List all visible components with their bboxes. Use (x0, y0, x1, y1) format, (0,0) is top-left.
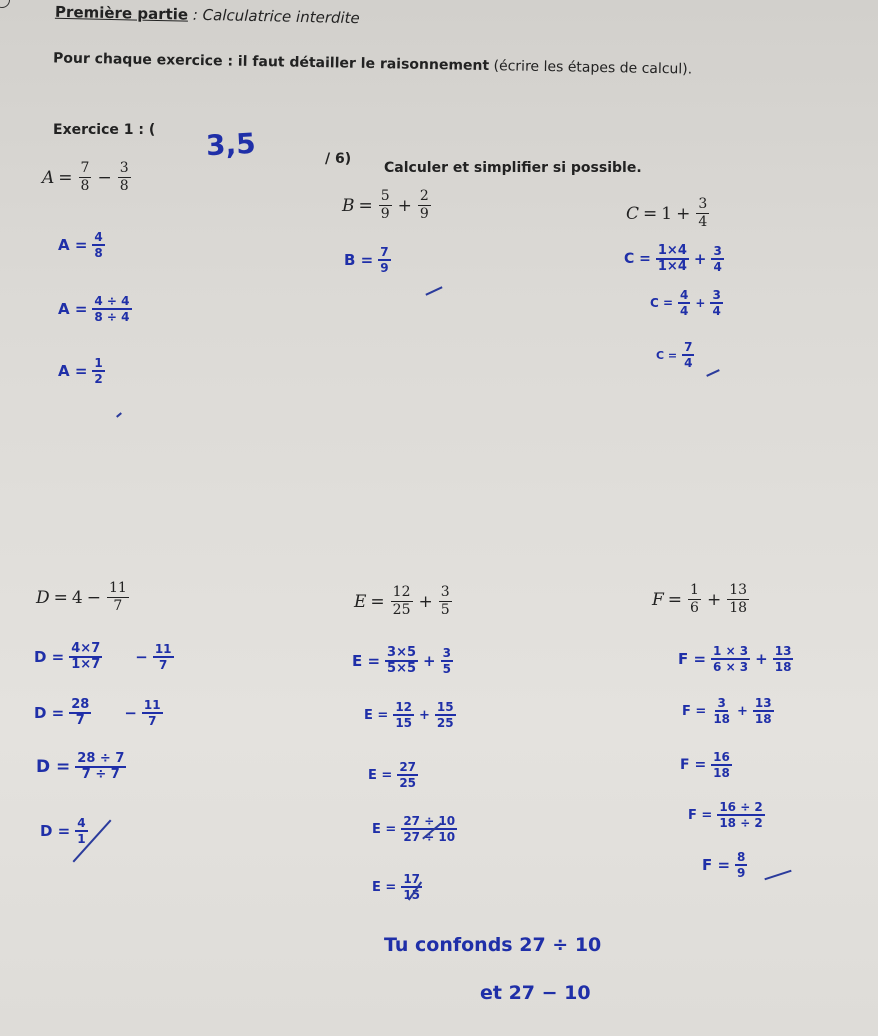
numerator: 1 (94, 356, 103, 370)
numerator: 13 (754, 696, 772, 710)
numerator: 27 ÷ 10 (403, 814, 456, 828)
work-c-step-2 (650, 288, 725, 318)
title-subtitle: : Calculatrice interdite (187, 5, 360, 28)
work-e-step-1 (352, 646, 455, 676)
numerator: 7 (684, 340, 693, 354)
fraction (118, 160, 131, 195)
work-d-step-2 (34, 698, 165, 728)
numerator: 11 (154, 642, 172, 656)
denominator: 9 (380, 261, 389, 275)
denominator: 25 (399, 776, 417, 790)
fraction (153, 642, 174, 672)
operator: + (693, 250, 707, 268)
instruction-bold: Pour chaque exercice : il faut détailler le raisonnement (52, 50, 490, 75)
denominator: 1×7 (71, 657, 101, 672)
numerator: 3 (440, 584, 450, 600)
numerator: 13 (729, 582, 748, 598)
denominator: 6 × 3 (713, 660, 749, 674)
work-e-step-4 (372, 814, 459, 844)
denominator: 27 ÷ 10 (403, 830, 456, 844)
step-lhs: E = (368, 767, 393, 783)
fraction (69, 642, 102, 672)
whole-number: 1 (661, 203, 673, 224)
denominator: 15 (403, 888, 421, 902)
operator: + (397, 195, 412, 216)
check-mark (706, 369, 720, 377)
denominator: 9 (419, 206, 429, 222)
denominator: 8 (94, 246, 103, 260)
numerator: 4 (77, 816, 86, 830)
fraction (678, 288, 690, 318)
fraction (92, 294, 131, 324)
numerator: 3 (713, 244, 722, 258)
denominator: 15 (395, 716, 413, 730)
binder-hole (0, 0, 10, 8)
step-lhs: F = (678, 650, 707, 668)
step-lhs: D = (34, 704, 65, 722)
numerator: 1×4 (657, 243, 687, 258)
fraction (378, 245, 390, 275)
equals-sign: = (358, 195, 373, 216)
teacher-comment-line-2: et 27 − 10 (480, 982, 591, 1004)
operator: + (755, 650, 768, 668)
fraction (735, 850, 747, 880)
denominator: 4 (712, 304, 721, 318)
numerator: 4 (680, 288, 689, 302)
denominator: 7 ÷ 7 (81, 767, 120, 782)
task-instruction: Calculer et simplifier si possible. (384, 160, 642, 176)
denominator: 18 (774, 660, 792, 674)
denominator: 18 (713, 712, 731, 726)
work-f-step-1 (678, 644, 795, 674)
denominator: 25 (392, 602, 411, 618)
denominator: 1 (77, 832, 86, 846)
numerator: 28 ÷ 7 (77, 751, 125, 766)
work-f-step-2 (682, 696, 776, 726)
whole-number: 4 (71, 587, 83, 608)
fraction (711, 644, 750, 674)
fraction (75, 816, 87, 846)
problem-d (36, 580, 131, 615)
denominator: 4 (680, 304, 689, 318)
step-lhs: C = (656, 348, 678, 362)
numerator: 3 (119, 160, 129, 176)
work-a-step-3 (58, 356, 107, 386)
problem-d-lhs: D (36, 587, 50, 608)
fraction (711, 696, 732, 726)
denominator: 18 ÷ 2 (719, 816, 763, 830)
fraction (696, 196, 709, 231)
numerator: 12 (395, 700, 413, 714)
fraction (439, 584, 452, 619)
numerator: 7 (80, 160, 90, 176)
numerator: 1 × 3 (713, 644, 749, 658)
fraction (717, 800, 764, 830)
page-title (55, 3, 360, 27)
equals-sign: = (370, 591, 385, 612)
numerator: 4 ÷ 4 (94, 294, 130, 308)
work-c-step-1 (624, 244, 726, 274)
numerator: 7 (380, 245, 389, 259)
fraction (441, 646, 453, 676)
problem-f-lhs: F (652, 589, 664, 610)
check-mark (764, 870, 791, 881)
problem-a-lhs: A (42, 167, 55, 188)
numerator: 4 (94, 230, 103, 244)
numerator: 13 (774, 644, 792, 658)
equals-sign: = (53, 587, 68, 608)
equals-sign: = (643, 203, 658, 224)
step-lhs: D = (40, 822, 71, 840)
numerator: 27 (399, 760, 417, 774)
denominator: 25 (436, 716, 454, 730)
operator: − (86, 587, 101, 608)
denominator: 7 (148, 714, 157, 728)
instruction-normal: (écrire les étapes de calcul). (489, 58, 693, 78)
problem-c (626, 196, 711, 231)
problem-e-lhs: E (354, 591, 367, 612)
fraction (393, 700, 414, 730)
work-e-step-2 (364, 700, 458, 730)
denominator: 5×5 (387, 661, 417, 676)
denominator: 18 (713, 766, 730, 780)
numerator: 16 (713, 750, 730, 764)
denominator: 2 (94, 372, 103, 386)
fraction (656, 244, 689, 274)
numerator: 2 (419, 188, 429, 204)
operator: − (124, 704, 137, 722)
fraction (92, 356, 104, 386)
step-lhs: F = (682, 703, 707, 719)
denominator: 18 (729, 600, 748, 616)
problem-b (342, 188, 433, 223)
problem-b-lhs: B (342, 195, 355, 216)
fraction (773, 644, 794, 674)
problem-c-lhs: C (626, 203, 640, 224)
fraction (107, 580, 129, 615)
fraction (682, 340, 694, 370)
check-mark (425, 286, 442, 295)
work-b-step-1 (344, 245, 393, 275)
fraction (79, 160, 92, 195)
step-lhs: E = (364, 707, 389, 723)
fraction (688, 582, 701, 617)
fraction (435, 700, 456, 730)
operator: + (423, 652, 436, 670)
teacher-comment-line-1: Tu confonds 27 ÷ 10 (384, 934, 602, 956)
work-e-step-3 (368, 760, 420, 790)
fraction (711, 750, 732, 780)
work-c-step-3 (656, 340, 696, 370)
pen-mark (116, 412, 122, 417)
denominator: 9 (737, 866, 746, 880)
denominator: 6 (690, 600, 699, 616)
fraction (418, 188, 431, 223)
operator: + (676, 203, 691, 224)
denominator: 9 (380, 206, 390, 222)
equals-sign: = (667, 589, 683, 610)
denominator: 8 ÷ 4 (94, 310, 130, 324)
operator: + (737, 703, 748, 719)
fraction (75, 752, 126, 782)
numerator: 8 (737, 850, 746, 864)
numerator: 3 (442, 646, 451, 660)
work-a-step-1 (58, 230, 107, 260)
fraction (401, 814, 457, 844)
numerator: 17 (403, 872, 421, 886)
fraction (711, 244, 723, 274)
step-lhs: E = (372, 821, 397, 837)
fraction (391, 584, 413, 619)
work-d-step-4 (40, 816, 90, 846)
numerator: 5 (380, 188, 390, 204)
fraction (727, 582, 749, 617)
operator: − (135, 648, 148, 666)
work-d-step-3 (36, 752, 128, 782)
denominator: 4 (698, 214, 708, 230)
numerator: 3 (712, 288, 721, 302)
fraction (753, 696, 774, 726)
step-lhs: C = (650, 296, 674, 310)
step-lhs: F = (680, 757, 707, 773)
denominator: 1×4 (657, 259, 687, 274)
denominator: 4 (713, 260, 722, 274)
exercise-label: Exercice 1 : ( (53, 122, 156, 138)
denominator: 5 (442, 662, 451, 676)
operator: − (97, 167, 112, 188)
step-lhs: F = (702, 856, 731, 874)
denominator: 7 (75, 713, 85, 728)
numerator: 1 (690, 582, 699, 598)
operator: + (695, 296, 706, 310)
operator: + (418, 591, 433, 612)
numerator: 15 (436, 700, 454, 714)
step-lhs: E = (372, 879, 397, 895)
denominator: 8 (119, 178, 129, 194)
step-lhs: B = (344, 251, 374, 269)
step-lhs: A = (58, 236, 88, 254)
step-lhs: D = (36, 757, 71, 777)
operator: + (706, 589, 722, 610)
numerator: 16 ÷ 2 (719, 800, 763, 814)
denominator: 5 (440, 602, 450, 618)
work-f-step-4 (688, 800, 767, 830)
step-lhs: A = (58, 362, 88, 380)
denominator: 4 (684, 356, 693, 370)
work-a-step-2 (58, 294, 134, 324)
fraction (92, 230, 104, 260)
numerator: 11 (143, 698, 161, 712)
denominator: 7 (158, 658, 168, 672)
equals-sign: = (58, 167, 73, 188)
numerator: 11 (108, 580, 127, 596)
numerator: 3 (698, 196, 708, 212)
step-lhs: A = (58, 300, 88, 318)
fraction (379, 188, 392, 223)
numerator: 3 (717, 696, 726, 710)
operator: + (419, 707, 430, 723)
work-d-step-1 (34, 642, 176, 672)
grade-out-of: / 6) (325, 151, 352, 167)
grade-score: 3,5 (205, 126, 257, 163)
numerator: 28 (71, 697, 90, 712)
numerator: 12 (392, 584, 411, 600)
fraction (142, 698, 163, 728)
title-part-label: Première partie (54, 2, 189, 24)
problem-a (42, 160, 133, 195)
numerator: 4×7 (71, 641, 101, 656)
problem-e (354, 584, 454, 619)
fraction (710, 288, 722, 318)
work-f-step-3 (680, 750, 734, 780)
denominator: 8 (80, 178, 90, 194)
denominator: 7 (113, 598, 123, 614)
denominator: 18 (754, 712, 772, 726)
step-lhs: F = (688, 807, 713, 823)
step-lhs: E = (352, 652, 381, 670)
problem-f (652, 582, 751, 617)
fraction (385, 646, 418, 676)
fraction (69, 698, 91, 728)
step-lhs: C = (624, 251, 651, 267)
step-lhs: D = (34, 648, 65, 666)
instruction-text (53, 50, 692, 77)
fraction (397, 760, 418, 790)
numerator: 3×5 (387, 645, 417, 660)
work-f-step-5 (702, 850, 749, 880)
